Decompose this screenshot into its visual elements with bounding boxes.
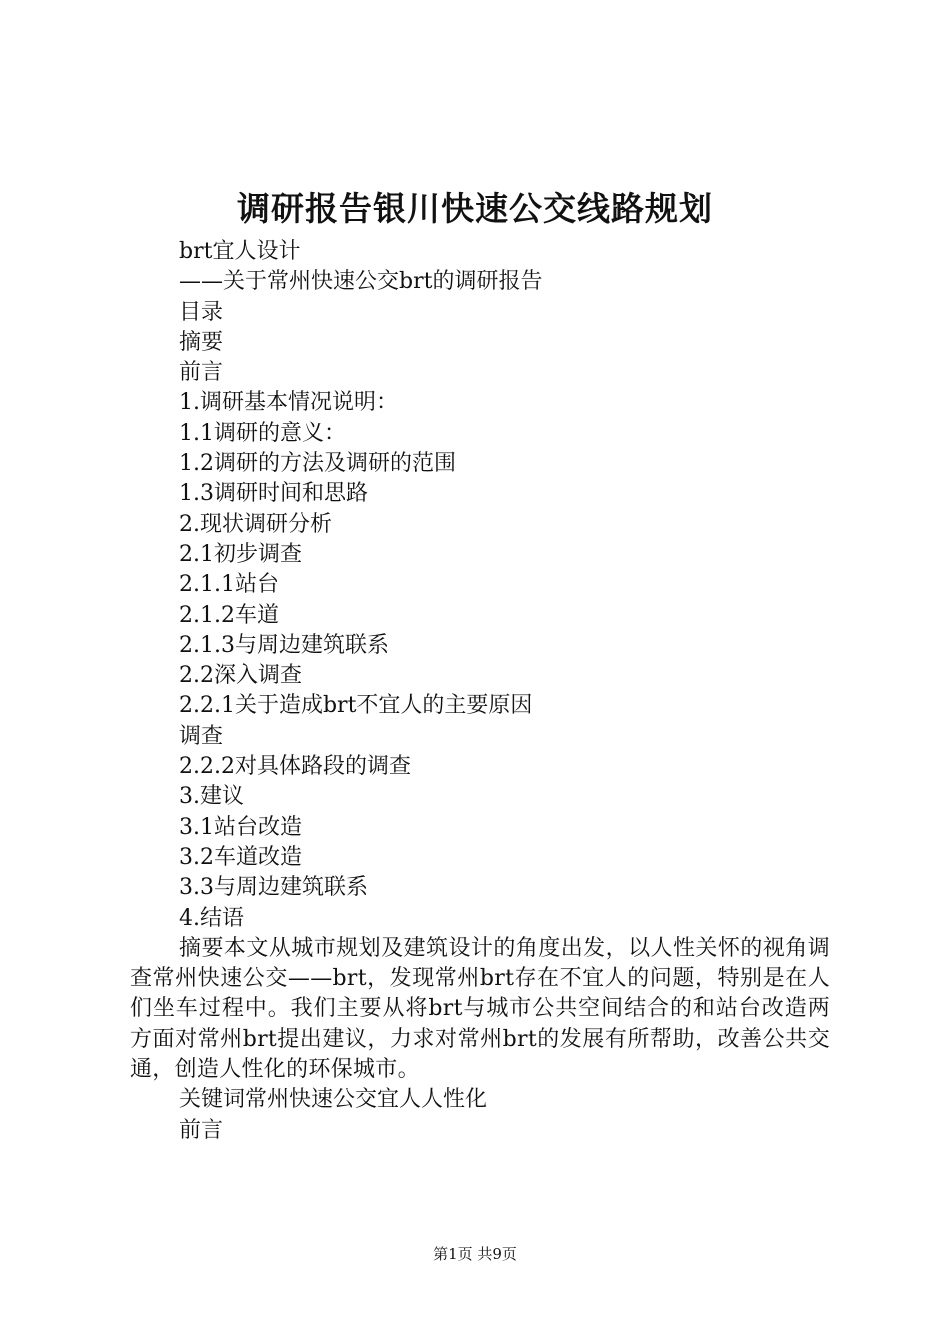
toc-heading: 目录 — [179, 299, 224, 325]
preface-heading: 前言 — [179, 1117, 224, 1143]
toc-item: 2.1初步调查 — [179, 541, 302, 567]
toc-item: 3.3与周边建筑联系 — [179, 875, 368, 901]
page-footer: 第1页 共9页 — [433, 1245, 517, 1263]
toc-item: 1.1调研的意义： — [179, 420, 346, 446]
document-title: 调研报告银川快速公交线路规划 — [237, 189, 713, 228]
toc-item: 2.现状调研分析 — [179, 511, 332, 537]
document-body — [130, 237, 830, 1146]
toc-item: 1.2调研的方法及调研的范围 — [179, 451, 456, 477]
toc-item: 2.2.1关于造成brt不宜人的主要原因 — [179, 693, 533, 719]
toc-item: 2.1.3与周边建筑联系 — [179, 632, 389, 658]
toc-item: 2.1.2车道 — [179, 602, 279, 628]
subtitle-line: ——关于常州快速公交brt的调研报告 — [179, 269, 543, 295]
toc-item: 1.3调研时间和思路 — [179, 481, 368, 507]
subtitle-line: brt宜人设计 — [179, 239, 301, 264]
toc-item: 4.结语 — [179, 905, 244, 931]
toc-item: 摘要 — [179, 329, 224, 355]
toc-item: 3.建议 — [179, 784, 244, 810]
toc-item: 2.2.2对具体路段的调查 — [179, 754, 411, 780]
toc-item: 3.2车道改造 — [179, 844, 302, 870]
toc-item: 调查 — [179, 723, 224, 749]
keywords-line: 关键词常州快速公交宜人人性化 — [179, 1087, 488, 1113]
toc-item: 2.1.1站台 — [179, 572, 279, 598]
toc-item: 前言 — [179, 360, 224, 386]
toc-item: 2.2深入调查 — [179, 663, 302, 689]
toc-item: 3.1站台改造 — [179, 814, 302, 840]
abstract-paragraph: 摘要本文从城市规划及建筑设计的角度出发，以人性关怀的视角调查常州快速公交——brt，发现常州brt存在不宜人的问题，特别是在人们坐车过程中。我们主要从将brt与城市公共空间结合的和站台改造两方面对常州brt提出建议，力求对常州brt的发展有所帮助，改善公共交通，创造人性化的环保城市。 — [130, 935, 830, 1083]
toc-item: 1.调研基本情况说明： — [179, 390, 398, 416]
